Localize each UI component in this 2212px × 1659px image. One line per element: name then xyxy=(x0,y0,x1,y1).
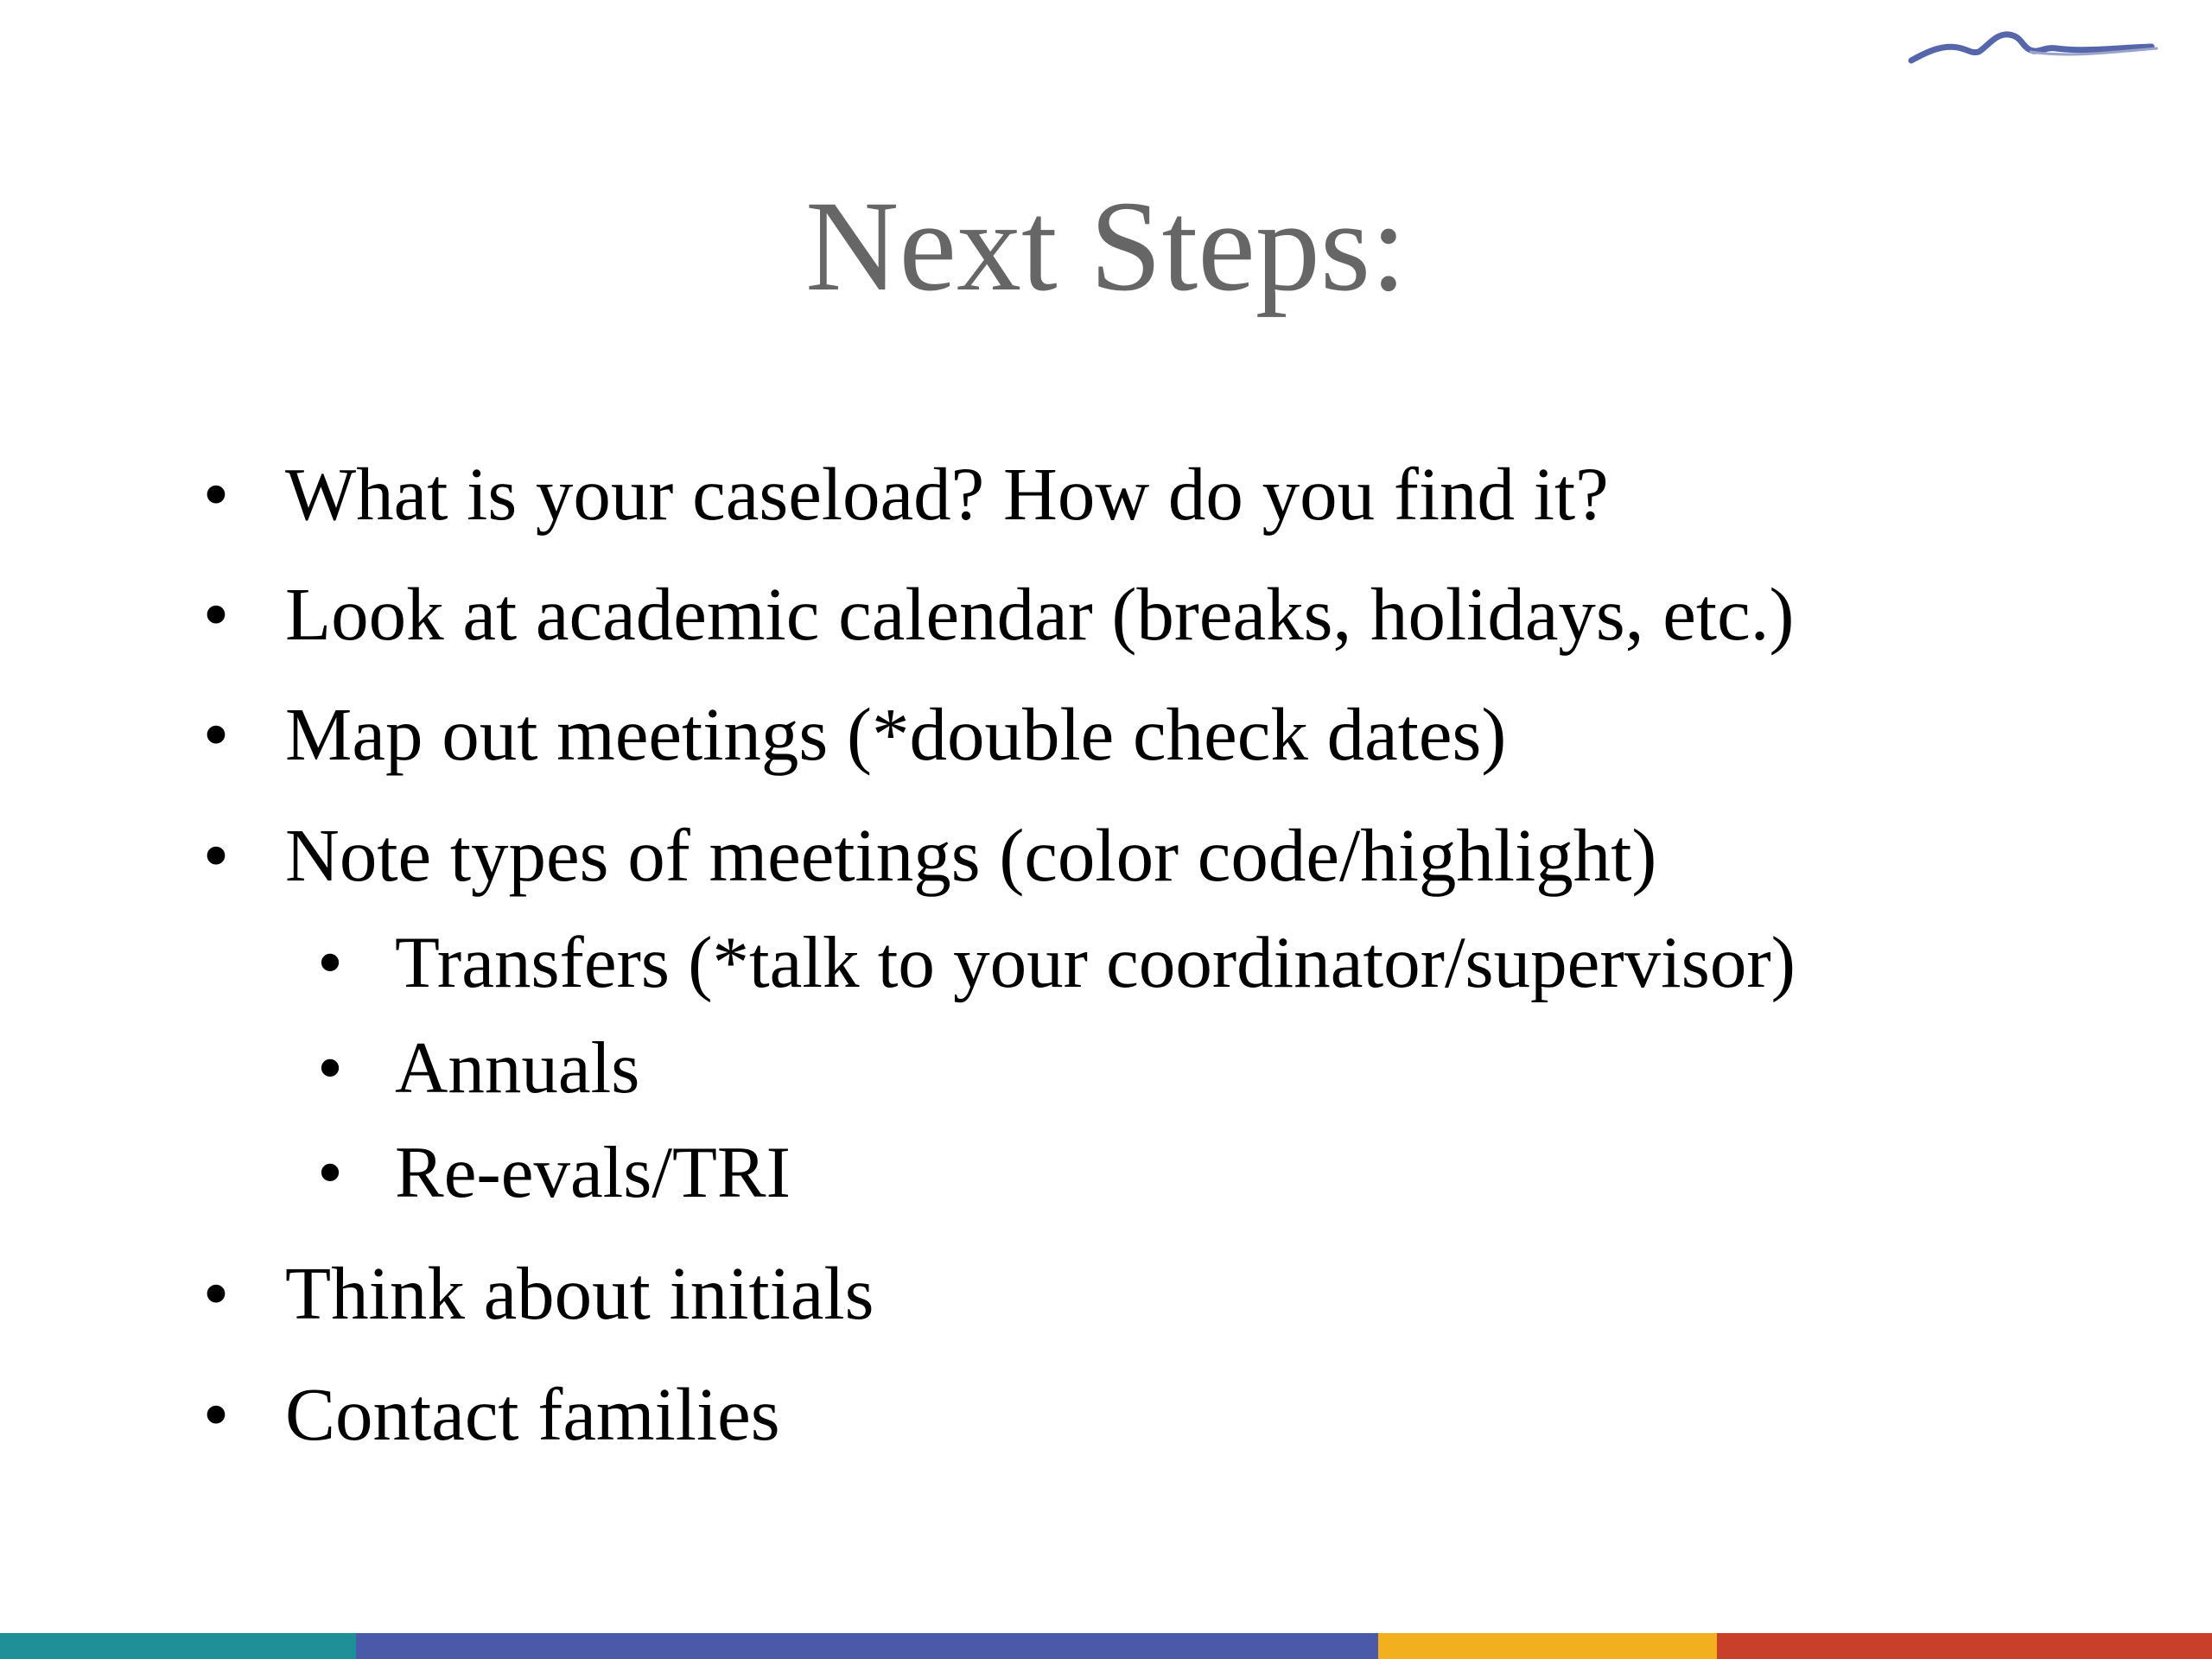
bullet-text: Note types of meetings (color code/highlight) xyxy=(285,813,1657,897)
bullet-dot-icon: • xyxy=(202,692,230,776)
bullet-item xyxy=(202,1371,780,1458)
sub-bullet-item xyxy=(317,1129,791,1216)
bullet-dot-icon: • xyxy=(202,572,230,656)
footer-bar-red xyxy=(1717,1633,2212,1659)
footer-bar-teal xyxy=(0,1633,356,1659)
bullet-dot-icon: • xyxy=(202,1251,230,1335)
sub-bullet-item xyxy=(317,1025,640,1111)
bullet-dot-icon: • xyxy=(202,1372,230,1456)
bullet-dot-icon: • xyxy=(202,813,230,897)
bullet-text: What is your caseload? How do you find it? xyxy=(285,452,1609,536)
bullet-text: Map out meetings (*double check dates) xyxy=(285,692,1507,776)
bullet-dot-icon: • xyxy=(317,1027,343,1109)
bullet-dot-icon: • xyxy=(317,1132,343,1213)
bullet-dot-icon: • xyxy=(202,452,230,536)
footer-bar-blue xyxy=(356,1633,1378,1659)
bullet-item xyxy=(202,1250,874,1337)
bullet-text: Look at academic calendar (breaks, holidays, etc.) xyxy=(285,572,1795,656)
footer-color-bar xyxy=(0,1633,2212,1659)
bullet-dot-icon: • xyxy=(317,922,343,1003)
bullet-text: Contact families xyxy=(285,1372,780,1456)
sub-bullet-text: Transfers (*talk to your coordinator/supervisor) xyxy=(395,922,1796,1003)
sub-bullet-item xyxy=(317,919,1796,1006)
footer-bar-yellow xyxy=(1378,1633,1717,1659)
bullet-item xyxy=(202,571,1795,658)
sub-bullet-text: Annuals xyxy=(395,1027,640,1109)
bullet-item xyxy=(202,812,1657,899)
bullet-item xyxy=(202,691,1507,778)
sub-bullet-text: Re-evals/TRI xyxy=(395,1132,791,1213)
bullet-item xyxy=(202,451,1609,537)
slide-title: Next Steps: xyxy=(805,175,1407,318)
bullet-text: Think about initials xyxy=(285,1251,874,1335)
